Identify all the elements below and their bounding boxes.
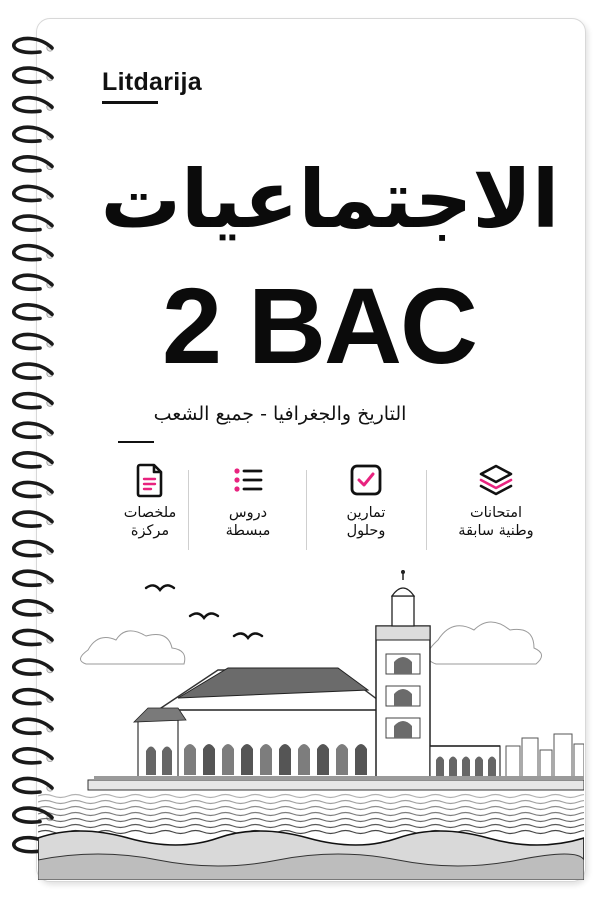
spiral-coil (14, 68, 53, 82)
clouds (80, 622, 541, 664)
prayer-hall (134, 668, 378, 780)
arch (462, 757, 470, 779)
wave-line (38, 831, 584, 834)
spiral-coil (14, 394, 53, 408)
arch (203, 744, 215, 775)
spiral-coil (14, 127, 53, 141)
arch (184, 744, 196, 775)
spiral-coil (14, 512, 53, 526)
spiral-coil (14, 38, 53, 52)
brand-name: Litdarija (102, 68, 202, 96)
arch (279, 744, 291, 775)
feature-label-line1: دروس (228, 505, 268, 521)
cover-title: الاجتماعيات (100, 153, 560, 246)
cover-subtitle: التاريخ والجغرافيا - جميع الشعب (153, 403, 407, 425)
spiral-coil (14, 453, 53, 467)
spiral-coil (14, 423, 53, 437)
spiral-coil (14, 305, 53, 319)
feature-lessons (190, 462, 306, 552)
arch (488, 757, 496, 779)
arch (475, 757, 483, 779)
railing (94, 776, 584, 780)
arch (336, 744, 348, 775)
arch (241, 744, 253, 775)
spiral-coil (14, 98, 53, 112)
feature-label-line1: ملخصات (123, 505, 177, 521)
feature-divider (426, 470, 427, 550)
feature-exercises (308, 462, 424, 552)
wave-line (38, 795, 584, 798)
spiral-coil (14, 542, 53, 556)
spiral-coil (14, 216, 53, 230)
subtitle-underline (118, 441, 154, 443)
spiral-coil (14, 334, 53, 348)
city-skyline (506, 734, 584, 782)
list-icon (230, 462, 266, 498)
sea (38, 795, 584, 881)
cover-level: 2 BAC (161, 265, 476, 386)
arch (146, 747, 156, 776)
spiral-coil (14, 364, 53, 378)
layers-icon (476, 462, 516, 498)
arch (317, 744, 329, 775)
feature-label-line2: وطنية سابقة (458, 523, 534, 539)
arch (355, 744, 367, 775)
wave-line (38, 819, 584, 822)
spiral-coil (14, 186, 53, 200)
arch (162, 747, 172, 776)
arch (222, 744, 234, 775)
feature-label-line1: تمارين (346, 505, 386, 521)
feature-label-line2: مركزة (130, 523, 170, 539)
spiral-coil (14, 157, 53, 171)
mosque-illustration (38, 570, 584, 880)
feature-divider (188, 470, 189, 550)
feature-label-line1: امتحانات (469, 505, 523, 521)
arch (449, 757, 457, 779)
minaret (376, 570, 430, 782)
arch (260, 744, 272, 775)
wave-line (38, 801, 584, 804)
spiral-coil (14, 482, 53, 496)
spiral-coil (14, 246, 53, 260)
wave-line (38, 813, 584, 816)
esplanade (88, 780, 584, 790)
feature-label-line2: مبسطة (225, 523, 271, 539)
checkbox-icon (348, 462, 384, 498)
document-icon (133, 462, 167, 498)
spiral-coil (14, 275, 53, 289)
feature-label-line2: وحلول (346, 523, 386, 539)
wave-line (38, 825, 584, 828)
features-row (92, 462, 562, 552)
birds (146, 585, 262, 638)
arch (436, 757, 444, 779)
wave-line (38, 807, 584, 810)
arch (298, 744, 310, 775)
feature-exams (438, 462, 554, 552)
brand-underline (102, 101, 158, 104)
feature-divider (306, 470, 307, 550)
